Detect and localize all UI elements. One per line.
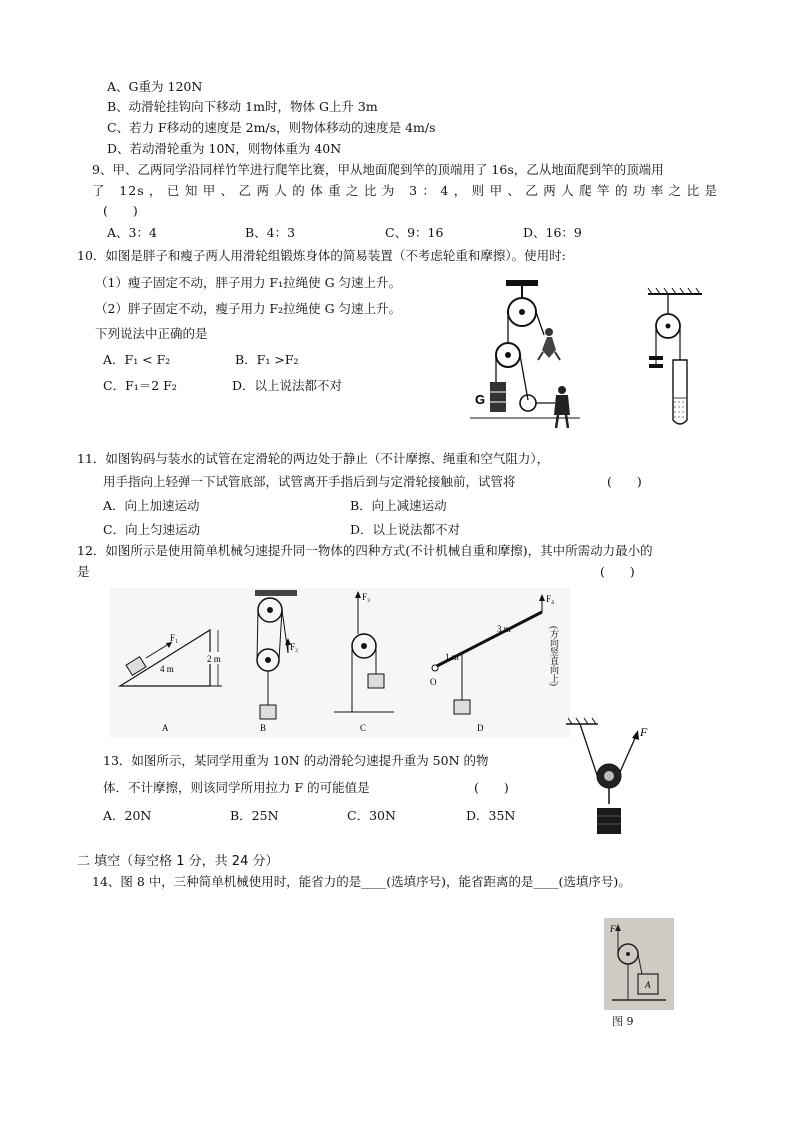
q13-option-a: A．20N <box>103 808 152 823</box>
q10-statement-1: （1）瘦子固定不动，胖子用力 F₁拉绳使 G 匀速上升。 <box>95 275 402 290</box>
q9-answer-paren: ( ) <box>103 203 138 218</box>
q12-c-force-label: F₃ <box>362 592 371 602</box>
q11-option-a: A．向上加速运动 <box>103 498 200 513</box>
q8-option-b: B、动滑轮挂钩向下移动 1m时，物体 G上升 3m <box>107 99 378 114</box>
q10-weight-label: G <box>475 392 486 407</box>
q12-d-short-arm-label: 1 m <box>445 652 459 662</box>
q9-stem-line1: 9、甲、乙两同学沿同样竹竿进行爬竿比赛，甲从地面爬到竿的顶端用了 16s，乙从地面爬到竿的顶端用 <box>92 162 664 177</box>
q10-prompt: 下列说法中正确的是 <box>95 326 208 341</box>
q9-option-a: A、3：4 <box>107 225 157 240</box>
q13-movable-pulley-figure <box>562 716 652 841</box>
q12-label-d: D <box>477 723 484 733</box>
q13-option-b: B．25N <box>230 808 279 823</box>
q10-option-c: C．F₁＝2 F₂ <box>103 378 177 393</box>
q9-option-c: C、9：16 <box>385 225 444 240</box>
q14-figure-caption: 图 9 <box>612 1015 634 1028</box>
q11-option-b: B．向上减速运动 <box>350 498 447 513</box>
q14-force-label: F <box>610 924 616 934</box>
q13-force-label: F <box>640 725 648 739</box>
q10-statement-2: （2）胖子固定不动，瘦子用力 F₂拉绳使 G 匀速上升。 <box>95 301 402 316</box>
q14-figure-9 <box>604 918 674 1010</box>
q11-stem-line2: 用手指向上轻弹一下试管底部，试管离开手指后到与定滑轮接触前，试管将 <box>103 474 516 489</box>
q8-option-c: C、若力 F移动的速度是 2m/s，则物体移动的速度是 4m/s <box>107 120 436 135</box>
q12-b-force-label: F₂ <box>290 642 299 652</box>
q10-option-d: D．以上说法都不对 <box>232 378 343 393</box>
q10-pulley-figure <box>470 280 580 430</box>
q13-answer-paren: ( ) <box>474 780 509 795</box>
q12-label-b: B <box>260 723 267 733</box>
q12-d-long-arm-label: 3 m <box>497 624 511 634</box>
q12-stem-line2: 是 <box>77 564 90 579</box>
q13-stem-line1: 13．如图所示，某同学用重为 10N 的动滑轮匀速提升重为 50N 的物 <box>103 753 489 768</box>
q9-stem-line2: 了 12s，已知甲、乙两人的体重之比为 3：4，则甲、乙两人爬竿的功率之比是 <box>92 183 718 198</box>
q11-stem-line1: 11．如图钩码与装水的试管在定滑轮的两边处于静止（不计摩擦、绳重和空气阻力）， <box>77 451 550 466</box>
q10-option-a: A．F₁ < F₂ <box>103 352 171 367</box>
q11-fixed-pulley-figure <box>640 288 710 428</box>
q14-block-label: A <box>645 980 651 990</box>
q11-answer-paren: ( ) <box>607 474 642 489</box>
q12-d-direction-note: (方向竖直向上) <box>549 626 559 686</box>
q11-option-c: C．向上匀速运动 <box>103 522 201 537</box>
q10-stem: 10．如图是胖子和瘦子两人用滑轮组锻炼身体的简易装置（不考虑轮重和摩擦）。使用时: <box>77 248 566 263</box>
q12-answer-paren: ( ) <box>600 564 635 579</box>
section-2-title: 二 填空（每空格 1 分，共 24 分） <box>77 854 279 869</box>
q12-four-methods-figure <box>110 588 570 738</box>
q12-stem-line1: 12．如图所示是使用简单机械匀速提升同一物体的四种方式(不计机械自重和摩擦)，其中所需动力最小的 <box>77 543 653 558</box>
q13-option-c: C．30N <box>347 808 396 823</box>
q8-option-a: A、G重为 120N <box>107 79 203 94</box>
q13-stem-line2: 体．不计摩擦，则该同学所用拉力 F 的可能值是 <box>103 780 370 795</box>
q12-label-c: C <box>360 723 367 733</box>
q13-option-d: D．35N <box>466 808 516 823</box>
q9-option-b: B、4：3 <box>245 225 296 240</box>
q12-a-height-label: 2 m <box>207 654 221 664</box>
q8-option-d: D、若动滑轮重为 10N，则物体重为 40N <box>107 141 342 156</box>
q14-stem: 14、图 8 中，三种简单机械使用时，能省力的是____(选填序号)，能省距离的是____(选填序号)。 <box>92 874 631 889</box>
q11-option-d: D．以上说法都不对 <box>350 522 461 537</box>
q9-option-d: D、16：9 <box>523 225 582 240</box>
q12-d-pivot-label: O <box>430 677 437 687</box>
q12-label-a: A <box>162 723 169 733</box>
q12-d-force-label: F₄ <box>546 594 555 604</box>
q12-a-force-label: F₁ <box>170 633 179 643</box>
q12-a-length-label: 4 m <box>160 664 174 674</box>
q10-option-b: B．F₁ >F₂ <box>235 352 299 367</box>
